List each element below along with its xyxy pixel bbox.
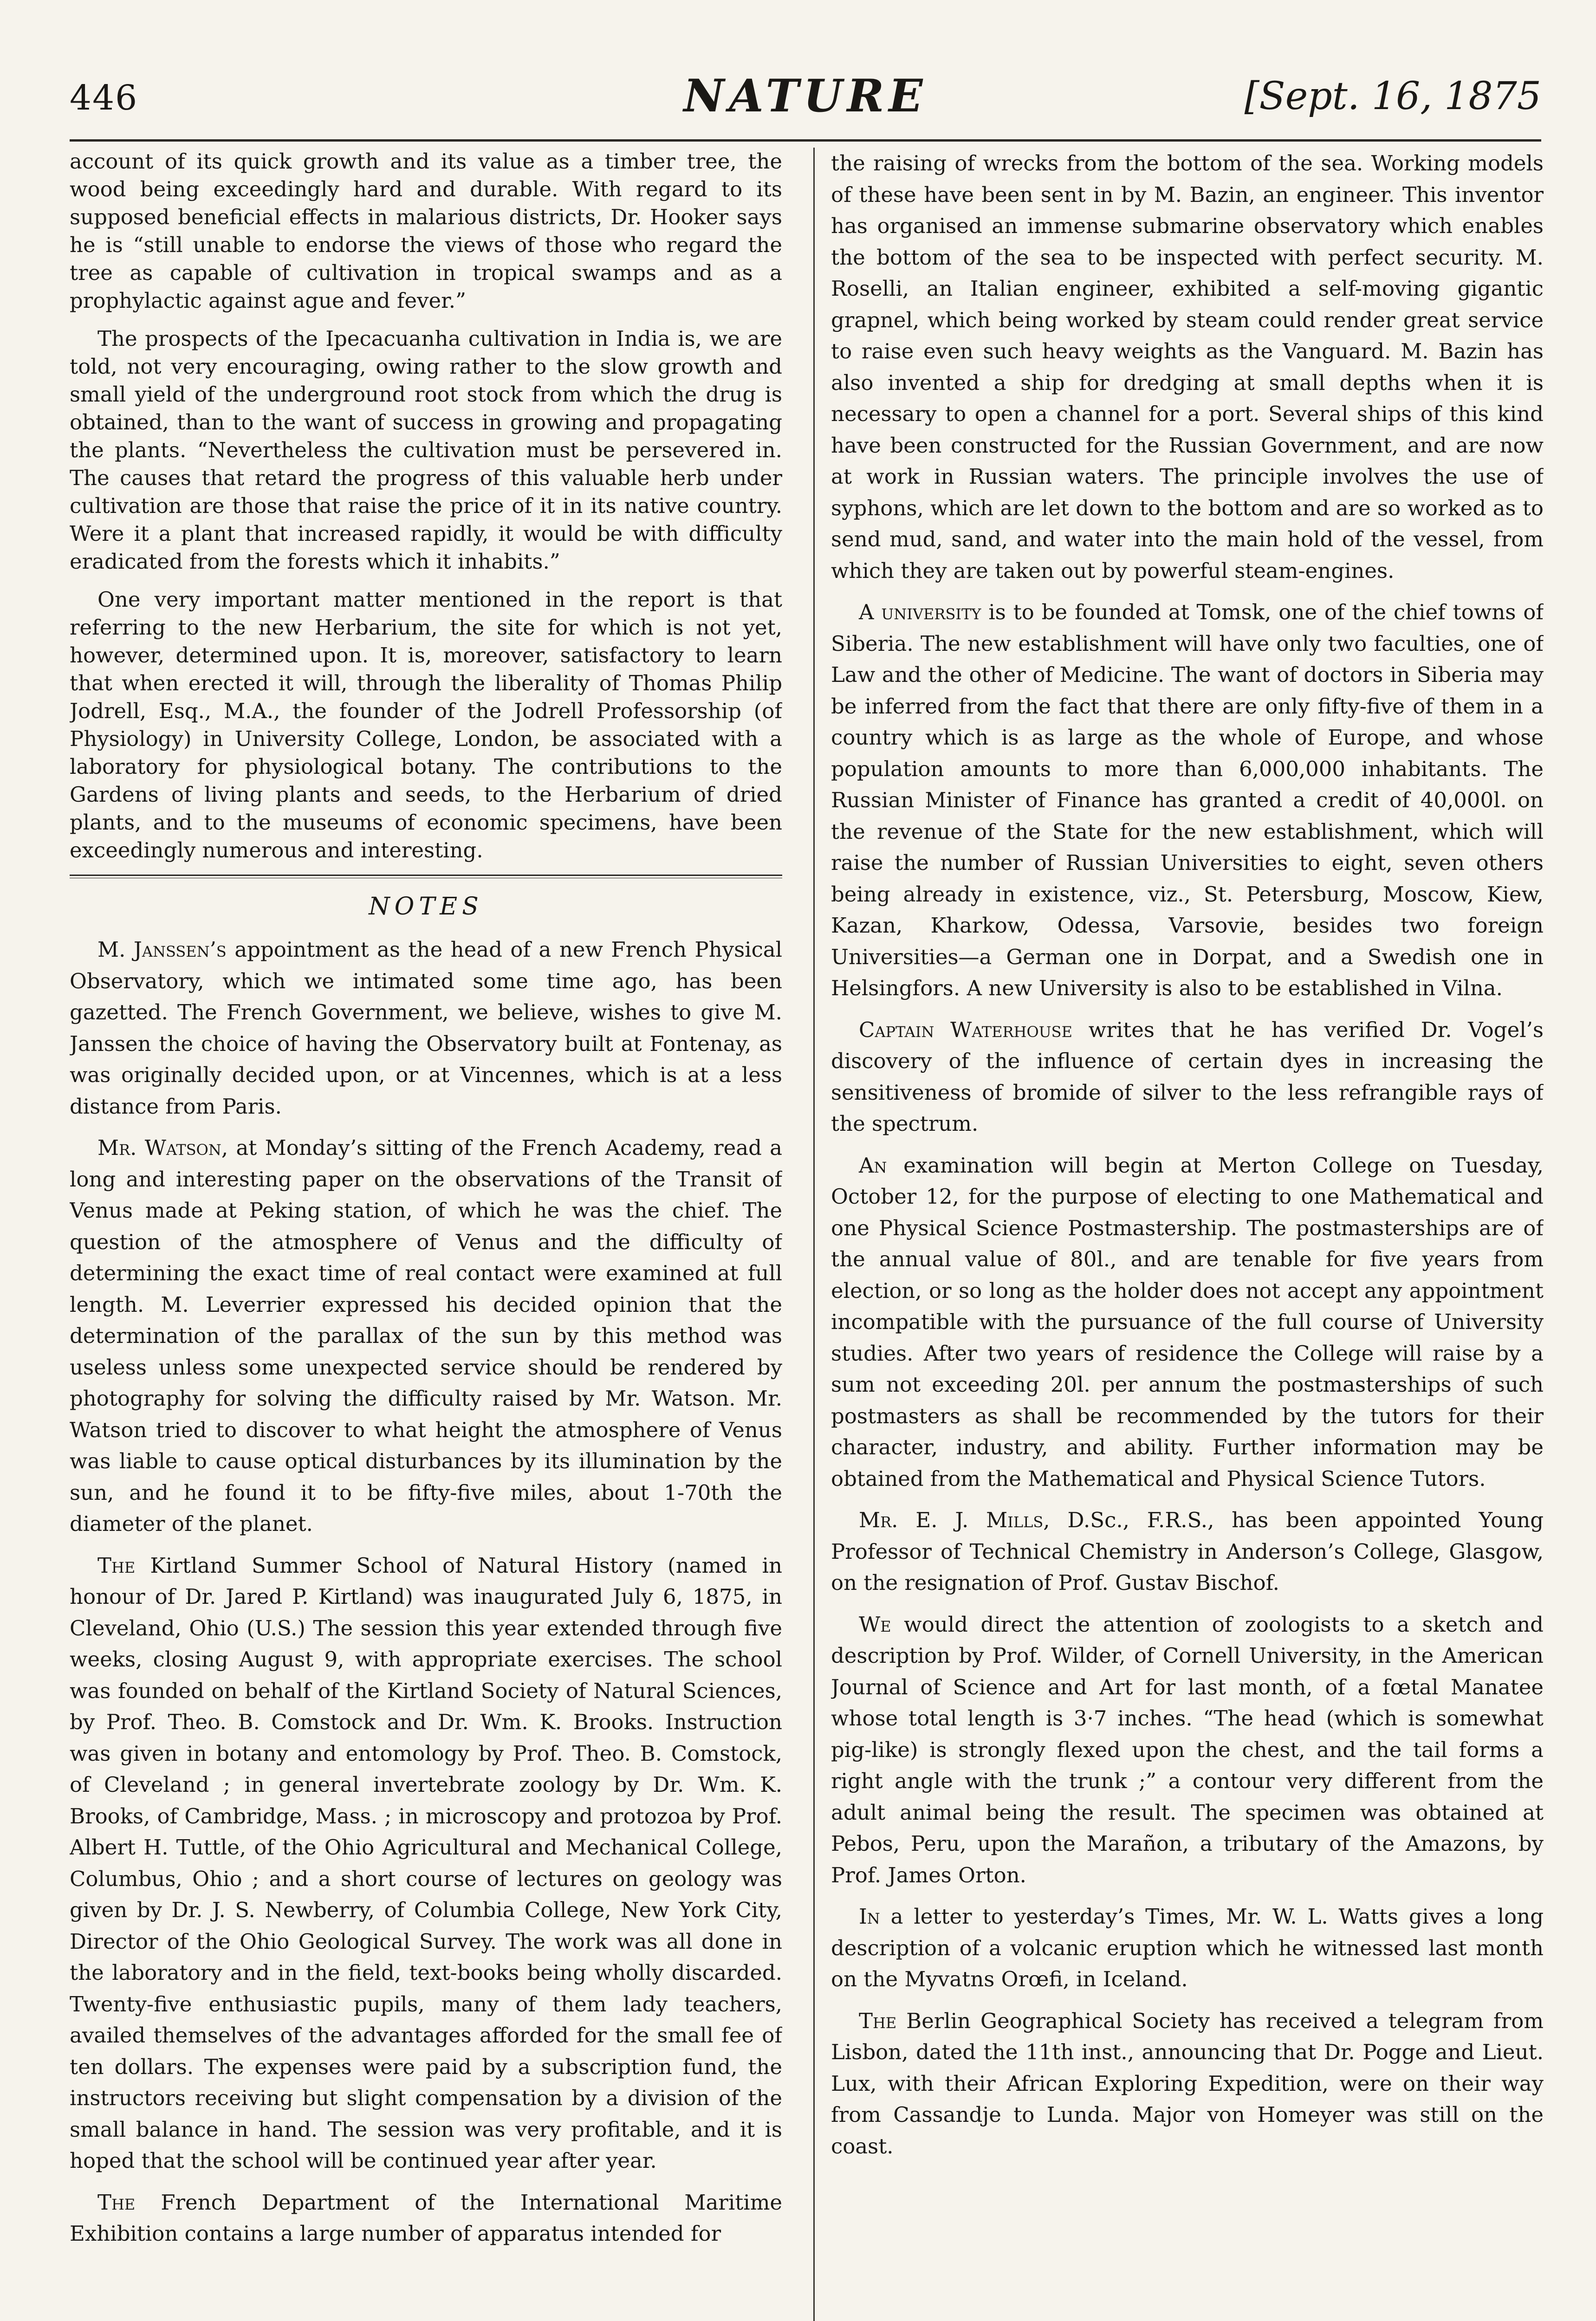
- note-text: would direct the attention of zoologists to a sketch and description by Prof. Wilder, of Cornell University, in the American Journal of Science and Art for last month, of a fœtal Manatee whose total length is 3·7 inches. “The head (which is somewhat pig-like) is strongly flexed upon the chest, and the tail forms a right angle with the trunk ;” a contour very different from the adult animal being the result. The specimen was obtained at Pebos, Peru, upon the Marañon, a tributary of the Amazons, by Prof. James Orton.: [831, 1612, 1544, 1887]
- issue-date: [Sept. 16, 1875: [1244, 74, 1541, 118]
- note-text: a letter to yesterday’s Times, Mr. W. L. Watts gives a long description of a volcanic eruption which he witnessed last month on the Myvatns Orœfi, in Iceland.: [831, 1904, 1544, 1991]
- note-text: Kirtland Summer School of Natural History (named in honour of Dr. Jared P. Kirtland) was inaugurated July 6, 1875, in Cleveland, Ohio (U.S.) The session this year extended through five weeks, closing August 9, with appropriate exercises. The school was founded on behalf of the Kirtland Society of Natural Sciences, by Prof. Theo. B. Comstock and Dr. Wm. K. Brooks. Instruction was given in botany and entomology by Prof. Theo. B. Comstock, of Cleveland ; in general invertebrate zoology by Dr. Wm. K. Brooks, of Cambridge, Mass. ; in microscopy and protozoa by Prof. Albert H. Tuttle, of the Ohio Agricultural and Mechanical College, Columbus, Ohio ; and a short course of lectures on geology was given by Dr. J. S. Newberry, of Columbia College, New York City, Director of the Ohio Geological Survey. The work was all done in the laboratory and in the field, text-books being wholly discarded. Twenty-five enthusiastic pupils, many of them lady teachers, availed themselves of the advantages afforded for the small fee of ten dollars. The expenses were paid by a subscription fund, the instructors receiving but slight compensation by a division of the small balance in hand. The session was very profitable, and it is hoped that the school will be continued year after year.: [70, 1553, 782, 2173]
- note-paragraph: [831, 1014, 1544, 1140]
- note-paragraph: [70, 934, 782, 1122]
- continued-paragraph: the raising of wrecks from the bottom of the sea. Working models of these have been sent in by M. Bazin, an engineer. This inventor has organised an immense submarine observatory which enables the bottom of the sea to be inspected with perfect security. M. Roselli, an Italian engineer, exhibited a self-moving gigantic grapnel, which being worked by steam could render great service to raise even such heavy weights as the Vanguard. M. Bazin has also invented a ship for dredging at small depths when it is necessary to open a channel for a port. Several ships of this kind have been constructed for the Russian Government, and are now at work in Russian waters. The principle involves the use of syphons, which are let down to the bottom and are so worked as to send mud, sand, and water into the main hold of the vessel, from which they are taken out by powerful steam-engines.: [831, 151, 1544, 583]
- note-text: Berlin Geographical Society has received a telegram from Lisbon, dated the 11th inst., announcing that Dr. Pogge and Lieut. Lux, with their African Exploring Expedition, were on their way from Cassandje to Lunda. Major von Homeyer was still on the coast.: [831, 2008, 1544, 2159]
- note-paragraph: [831, 596, 1544, 1004]
- note-lead: The: [97, 2190, 136, 2215]
- note-text: D.Sc., F.R.S., has been appointed Young Professor of Technical Chemistry in Anderson’s College, Glasgow, on the resignation of Prof. Gustav Bischof.: [831, 1508, 1544, 1595]
- note-paragraph: [70, 1550, 782, 2177]
- note-paragraph: [70, 2187, 782, 2250]
- note-lead: M. Janssen’s: [97, 937, 227, 962]
- note-text: writes that he has verified Dr. Vogel’s discovery of the influence of certain dyes in increasing the sensitiveness of bromide of silver to the less refrangible rays of the spectrum.: [831, 1017, 1544, 1136]
- note-lead: We: [859, 1612, 891, 1637]
- right-column: [831, 148, 1544, 2321]
- note-paragraph: [831, 1504, 1544, 1599]
- note-text: is to be founded at Tomsk, one of the chief towns of Siberia. The new establishment will have only two faculties, one of Law and the other of Medicine. The want of doctors in Siberia may be inferred from the fact that there are only fifty-five of them in a country which is as large as the whole of Europe, and whose population amounts to more than 6,000,000 inhabitants. The Russian Minister of Finance has granted a credit of 40,000l. on the revenue of the State for the new establishment, which will raise the number of Russian Universities to eight, seven others being already in existence, viz., St. Petersburg, Moscow, Kiew, Kazan, Kharkow, Odessa, Varsovie, besides two foreign Universities—a German one in Dorpat, and a Swedish one in Helsingfors. A new University is also to be established in Vilna.: [831, 600, 1544, 1000]
- note-lead: An: [859, 1153, 887, 1178]
- note-lead: Mr. Watson,: [97, 1135, 228, 1160]
- note-text: appointment as the head of a new French Physical Observatory, which we intimated some time ago, has been gazetted. The French Government, we believe, wishes to give M. Janssen the choice of having the Observatory built at Fontenay, as was originally decided upon, or at Vincennes, which is at a less distance from Paris.: [70, 937, 782, 1119]
- note-lead: The: [859, 2008, 897, 2033]
- section-rule: [70, 875, 782, 878]
- journal-title: NATURE: [683, 70, 928, 122]
- note-lead: A university: [859, 600, 981, 624]
- page-number: 446: [70, 78, 138, 118]
- continued-paragraph: account of its quick growth and its value as a timber tree, the wood being exceedingly hard and durable. With regard to its supposed beneficial effects in malarious districts, Dr. Hooker says he is “still unable to endorse the views of those who regard the tree as capable of cultivation in tropical swamps and as a prophylactic against ague and fever.”: [70, 149, 782, 313]
- note-lead: Captain Waterhouse: [859, 1017, 1072, 1042]
- section-heading: NOTES: [369, 893, 483, 921]
- note-paragraph: [831, 2005, 1544, 2162]
- note-paragraph: [70, 1132, 782, 1540]
- page-header: [70, 70, 1541, 135]
- note-paragraph: [831, 1150, 1544, 1495]
- note-text: at Monday’s sitting of the French Academy, read a long and interesting paper on the observations of the Transit of Venus made at Peking station, of which he was the chief. The question of the atmosphere of Venus and the difficulty of determining the exact time of real contact were examined at full length. M. Leverrier expressed his decided opinion that the determination of the parallax of the sun by this method was useless unless some unexpected service should be rendered by photography for solving the difficulty raised by Mr. Watson. Mr. Watson tried to discover to what height the atmosphere of Venus was liable to cause optical disturbances by its illumination by the sun, and he found it to be fifty-five miles, about 1-70th the diameter of the planet.: [70, 1135, 782, 1536]
- ipecacuanha-paragraph: The prospects of the Ipecacuanha cultivation in India is, we are told, not very encouraging, owing rather to the slow growth and small yield of the underground root stock from which the drug is obtained, than to the want of success in growing and propagating the plants. “Nevertheless the cultivation must be persevered in. The causes that retard the progress of this valuable herb under cultivation are those that raise the price of it in its native country. Were it a plant that increased rapidly, it would be with difficulty eradicated from the forests which it inhabits.”: [70, 326, 782, 574]
- note-lead: In: [859, 1904, 880, 1929]
- left-column: [70, 148, 782, 2321]
- herbarium-paragraph: One very important matter mentioned in the report is that referring to the new Herbarium, the site for which is not yet, however, determined upon. It is, moreover, satisfactory to learn that when erected it will, through the liberality of Thomas Philip Jodrell, Esq., M.A., the founder of the Jodrell Professorship (of Physiology) in University College, London, be associated with a laboratory for physiological botany. The contributions to the Gardens of living plants and seeds, to the Herbarium of dried plants, and to the museums of economic specimens, have been exceedingly numerous and interesting.: [70, 587, 782, 862]
- note-paragraph: [831, 1609, 1544, 1891]
- note-lead: The: [97, 1553, 136, 1578]
- note-lead: Mr. E. J. Mills,: [859, 1508, 1050, 1532]
- note-text: French Department of the International Maritime Exhibition contains a large number of apparatus intended for: [70, 2190, 782, 2246]
- column-divider: [813, 148, 815, 2321]
- note-text: examination will begin at Merton College on Tuesday, October 12, for the purpose of electing to one Mathematical and one Physical Science Postmastership. The postmasterships are of the annual value of 80l., and are tenable for five years from election, or so long as the holder does not accept any appointment incompatible with the pursuance of the full course of University studies. After two years of residence the College will raise by a sum not exceeding 20l. per annum the postmasterships of such postmasters as shall be recommended by the tutors for their character, industry, and ability. Further information may be obtained from the Mathematical and Physical Science Tutors.: [831, 1153, 1544, 1491]
- note-paragraph: [831, 1901, 1544, 1995]
- header-rule: [70, 139, 1541, 142]
